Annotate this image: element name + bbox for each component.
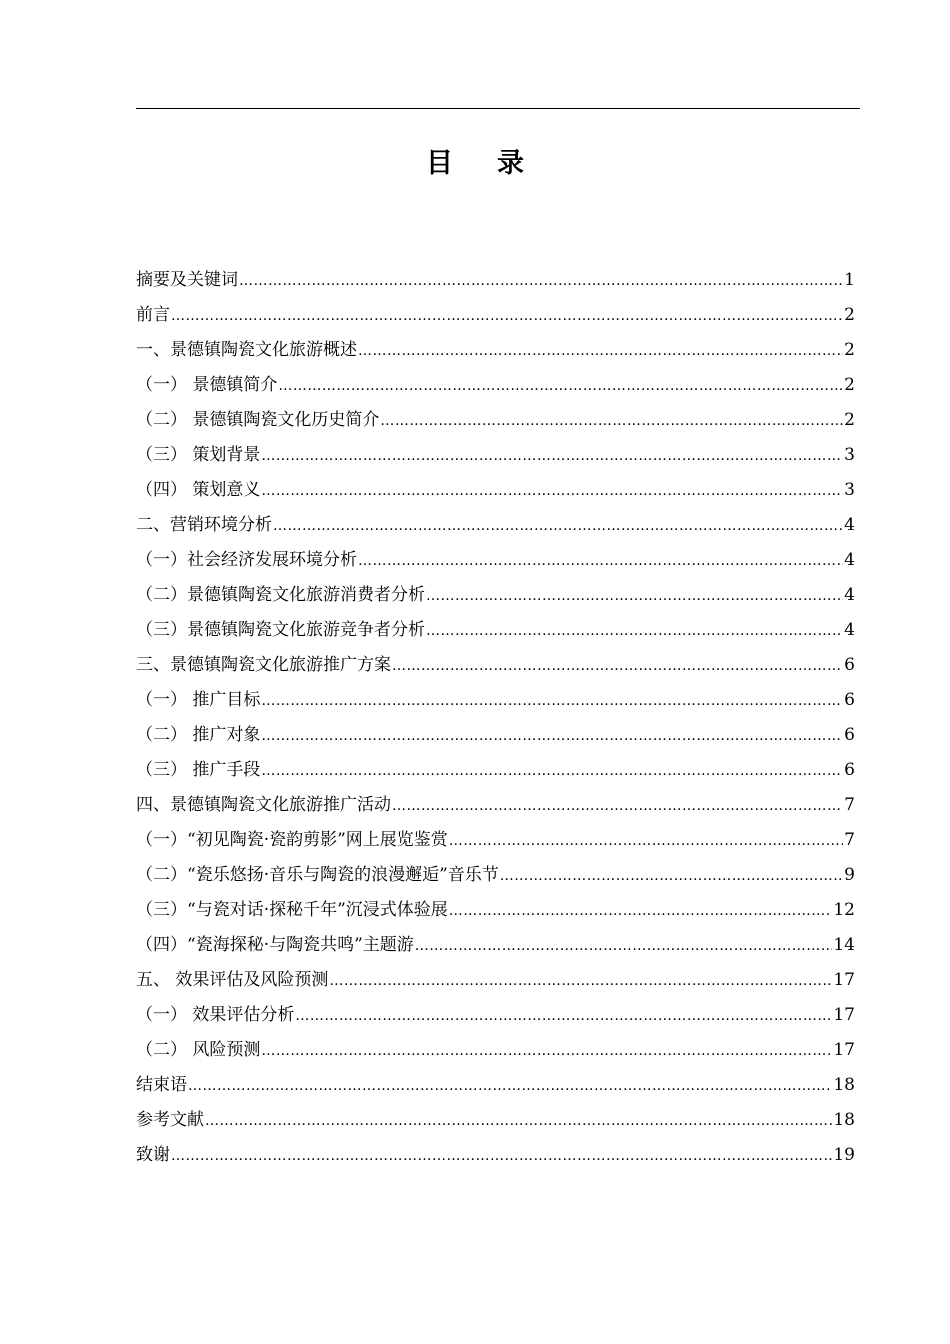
toc-entry-page-number: 2 bbox=[844, 305, 855, 325]
toc-dot-leader bbox=[449, 826, 843, 856]
toc-entry-label: 四、景德镇陶瓷文化旅游推广活动 bbox=[136, 795, 391, 815]
toc-entry-page-number: 17 bbox=[833, 970, 855, 990]
toc-entry[interactable] bbox=[136, 405, 855, 440]
page-title bbox=[0, 146, 950, 182]
toc-entry[interactable] bbox=[136, 1140, 855, 1175]
page-title-char-1: 目 bbox=[426, 148, 453, 179]
toc-entry-label: （三） 策划背景 bbox=[136, 445, 261, 465]
toc-dot-leader bbox=[261, 721, 843, 751]
toc-entry[interactable] bbox=[136, 510, 855, 545]
page-title-char-2: 录 bbox=[497, 148, 524, 179]
toc-entry-label: （三）景德镇陶瓷文化旅游竞争者分析 bbox=[136, 620, 425, 640]
toc-entry-label: 结束语 bbox=[136, 1075, 187, 1095]
toc-dot-leader bbox=[171, 301, 843, 331]
toc-dot-leader bbox=[358, 336, 843, 366]
toc-entry-page-number: 12 bbox=[833, 900, 855, 920]
toc-entry-page-number: 17 bbox=[833, 1040, 855, 1060]
toc-entry[interactable] bbox=[136, 755, 855, 790]
header-rule bbox=[136, 108, 860, 109]
toc-dot-leader bbox=[261, 1036, 832, 1066]
toc-entry-label: （四） 策划意义 bbox=[136, 480, 261, 500]
toc-entry-label: 三、景德镇陶瓷文化旅游推广方案 bbox=[136, 655, 391, 675]
toc-dot-leader bbox=[392, 791, 843, 821]
toc-entry[interactable] bbox=[136, 720, 855, 755]
toc-dot-leader bbox=[239, 266, 843, 296]
toc-entry-label: （二） 风险预测 bbox=[136, 1040, 261, 1060]
toc-entry[interactable] bbox=[136, 965, 855, 1000]
toc-dot-leader bbox=[415, 931, 833, 961]
toc-dot-leader bbox=[500, 861, 843, 891]
toc-entry-page-number: 2 bbox=[844, 410, 855, 430]
toc-entry-label: （一） 效果评估分析 bbox=[136, 1005, 295, 1025]
toc-entry-label: （三）“与瓷对话·探秘千年”沉浸式体验展 bbox=[136, 900, 448, 920]
toc-entry-page-number: 2 bbox=[844, 375, 855, 395]
toc-dot-leader bbox=[278, 371, 843, 401]
toc-entry-page-number: 18 bbox=[833, 1110, 855, 1130]
toc-entry[interactable] bbox=[136, 300, 855, 335]
toc-entry-label: （一）“初见陶瓷·瓷韵剪影”网上展览鉴赏 bbox=[136, 830, 448, 850]
toc-dot-leader bbox=[295, 1001, 832, 1031]
toc-entry[interactable] bbox=[136, 895, 855, 930]
toc-entry[interactable] bbox=[136, 790, 855, 825]
toc-dot-leader bbox=[188, 1071, 832, 1101]
toc-entry-label: 前言 bbox=[136, 305, 170, 325]
toc-entry[interactable] bbox=[136, 545, 855, 580]
toc-entry-page-number: 6 bbox=[844, 690, 855, 710]
toc-entry[interactable] bbox=[136, 335, 855, 370]
toc-entry-page-number: 6 bbox=[844, 655, 855, 675]
toc-entry[interactable] bbox=[136, 1105, 855, 1140]
toc-entry-page-number: 7 bbox=[844, 830, 855, 850]
toc-entry-label: （一） 景德镇简介 bbox=[136, 375, 278, 395]
toc-entry[interactable] bbox=[136, 1000, 855, 1035]
toc-entry-label: （二）“瓷乐悠扬·音乐与陶瓷的浪漫邂逅”音乐节 bbox=[136, 865, 499, 885]
toc-entry-page-number: 1 bbox=[844, 270, 855, 290]
toc-entry-label: （四）“瓷海探秘·与陶瓷共鸣”主题游 bbox=[136, 935, 414, 955]
toc-entry-label: （二） 推广对象 bbox=[136, 725, 261, 745]
toc-entry[interactable] bbox=[136, 685, 855, 720]
toc-dot-leader bbox=[426, 616, 843, 646]
toc-dot-leader bbox=[392, 651, 843, 681]
toc-entry-page-number: 4 bbox=[844, 515, 855, 535]
toc-dot-leader bbox=[261, 686, 843, 716]
toc-entry-label: 致谢 bbox=[136, 1145, 170, 1165]
table-of-contents bbox=[136, 265, 855, 1175]
toc-entry-label: （一）社会经济发展环境分析 bbox=[136, 550, 357, 570]
toc-dot-leader bbox=[261, 441, 843, 471]
toc-entry-label: （二） 景德镇陶瓷文化历史简介 bbox=[136, 410, 380, 430]
toc-entry-page-number: 9 bbox=[844, 865, 855, 885]
toc-entry-label: （三） 推广手段 bbox=[136, 760, 261, 780]
toc-entry-label: 一、景德镇陶瓷文化旅游概述 bbox=[136, 340, 357, 360]
toc-dot-leader bbox=[273, 511, 843, 541]
toc-dot-leader bbox=[261, 476, 843, 506]
toc-dot-leader bbox=[329, 966, 832, 996]
toc-entry[interactable] bbox=[136, 615, 855, 650]
toc-entry[interactable] bbox=[136, 1070, 855, 1105]
toc-entry-page-number: 3 bbox=[844, 480, 855, 500]
toc-entry[interactable] bbox=[136, 825, 855, 860]
toc-entry-page-number: 6 bbox=[844, 760, 855, 780]
toc-entry[interactable] bbox=[136, 1035, 855, 1070]
toc-entry[interactable] bbox=[136, 580, 855, 615]
toc-dot-leader bbox=[358, 546, 843, 576]
toc-entry[interactable] bbox=[136, 265, 855, 300]
toc-entry-label: （二）景德镇陶瓷文化旅游消费者分析 bbox=[136, 585, 425, 605]
toc-entry[interactable] bbox=[136, 930, 855, 965]
toc-entry-page-number: 2 bbox=[844, 340, 855, 360]
toc-entry-page-number: 4 bbox=[844, 550, 855, 570]
toc-entry[interactable] bbox=[136, 370, 855, 405]
toc-entry-label: 参考文献 bbox=[136, 1110, 204, 1130]
toc-dot-leader bbox=[426, 581, 843, 611]
toc-entry-page-number: 19 bbox=[833, 1145, 855, 1165]
toc-entry-page-number: 4 bbox=[844, 620, 855, 640]
toc-entry-label: （一） 推广目标 bbox=[136, 690, 261, 710]
toc-dot-leader bbox=[171, 1141, 832, 1171]
toc-entry-label: 摘要及关键词 bbox=[136, 270, 238, 290]
toc-entry[interactable] bbox=[136, 440, 855, 475]
toc-entry-page-number: 18 bbox=[833, 1075, 855, 1095]
toc-dot-leader bbox=[449, 896, 833, 926]
toc-entry-page-number: 17 bbox=[833, 1005, 855, 1025]
toc-entry-label: 五、 效果评估及风险预测 bbox=[136, 970, 329, 990]
toc-dot-leader bbox=[205, 1106, 832, 1136]
toc-entry[interactable] bbox=[136, 650, 855, 685]
toc-entry-label: 二、营销环境分析 bbox=[136, 515, 272, 535]
toc-dot-leader bbox=[261, 756, 843, 786]
toc-entry-page-number: 6 bbox=[844, 725, 855, 745]
toc-entry[interactable] bbox=[136, 860, 855, 895]
toc-entry[interactable] bbox=[136, 475, 855, 510]
toc-entry-page-number: 4 bbox=[844, 585, 855, 605]
toc-entry-page-number: 14 bbox=[833, 935, 855, 955]
toc-entry-page-number: 7 bbox=[844, 795, 855, 815]
toc-dot-leader bbox=[380, 406, 843, 436]
toc-entry-page-number: 3 bbox=[844, 445, 855, 465]
